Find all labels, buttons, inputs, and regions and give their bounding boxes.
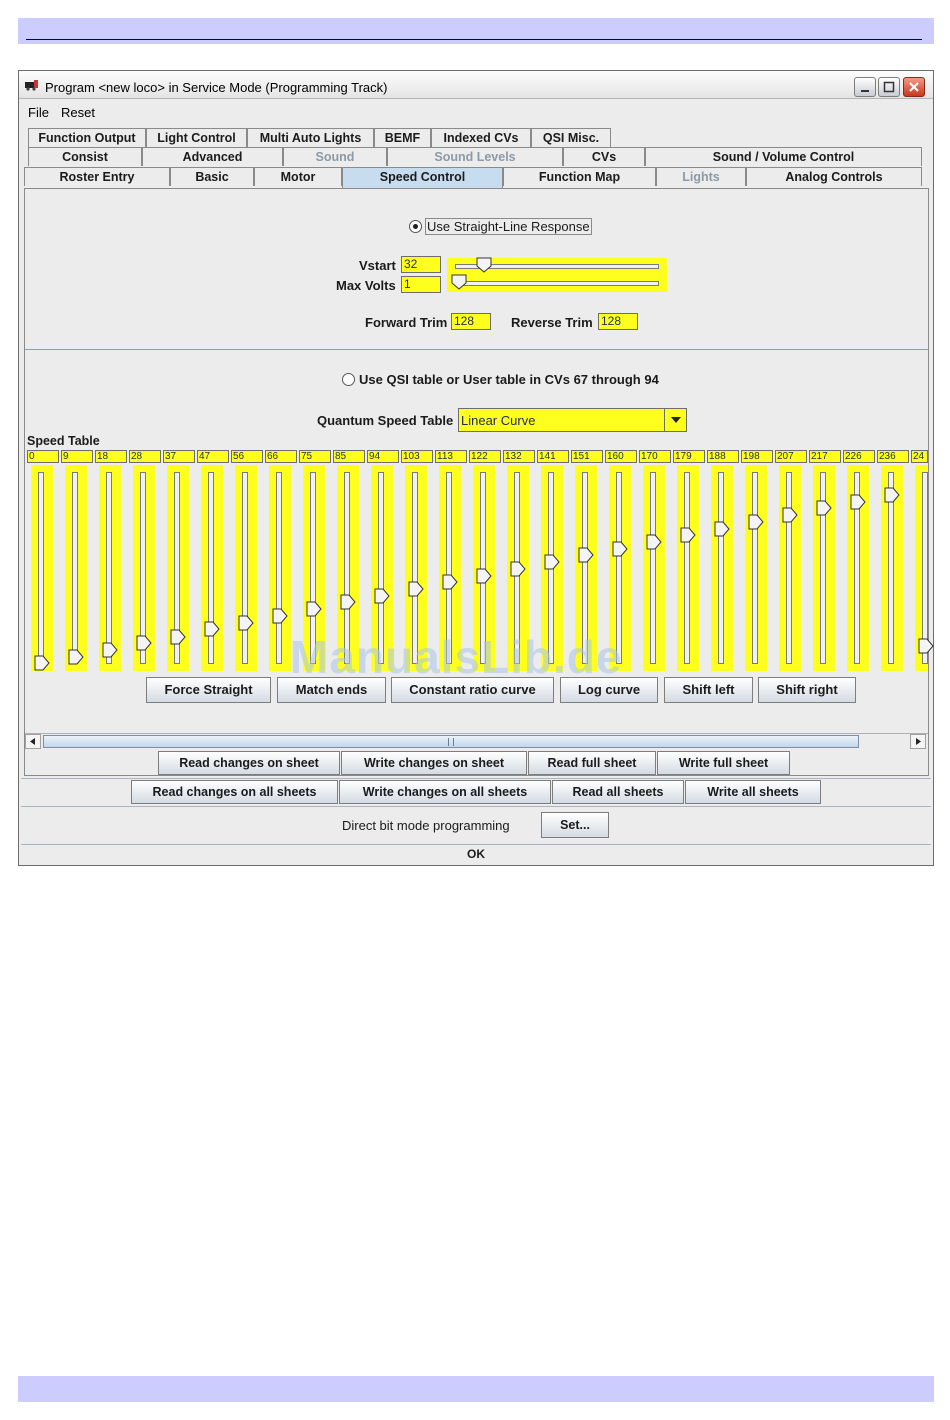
separator xyxy=(21,806,931,807)
tab-function-output[interactable]: Function Output xyxy=(28,128,146,147)
speed-step-slider-track[interactable] xyxy=(276,472,282,664)
write-all-sheets-button[interactable]: Write all sheets xyxy=(685,780,821,804)
reverse-trim-label: Reverse Trim xyxy=(511,315,593,330)
speed-step-slider-thumb[interactable] xyxy=(612,541,628,557)
speed-step-value[interactable]: 160 xyxy=(605,450,637,463)
max-volts-label: Max Volts xyxy=(336,278,396,293)
speed-control-panel xyxy=(24,188,929,776)
speed-step-slider-thumb[interactable] xyxy=(918,638,934,654)
tab-multi-auto-lights[interactable]: Multi Auto Lights xyxy=(247,128,374,147)
forward-trim-field[interactable]: 128 xyxy=(451,313,491,330)
speed-step-slider-thumb[interactable] xyxy=(850,494,866,510)
speed-step-value[interactable]: 122 xyxy=(469,450,501,463)
speed-step-value[interactable]: 18 xyxy=(95,450,127,463)
read-changes-on-sheet-button[interactable]: Read changes on sheet xyxy=(158,751,340,775)
tab-indexed-cvs[interactable]: Indexed CVs xyxy=(431,128,531,147)
speed-step-value[interactable]: 85 xyxy=(333,450,365,463)
close-icon xyxy=(908,81,920,93)
speed-step-slider-thumb[interactable] xyxy=(510,561,526,577)
straight-line-radio[interactable] xyxy=(409,220,422,233)
menu-file[interactable]: File xyxy=(28,105,49,120)
qsi-table-label[interactable]: Use QSI table or User table in CVs 67 through 94 xyxy=(359,372,659,387)
shift-right-button[interactable]: Shift right xyxy=(758,677,856,703)
speed-step-slider-track[interactable] xyxy=(684,472,690,664)
tab-sound: Sound xyxy=(283,147,387,166)
speed-step-value[interactable]: 113 xyxy=(435,450,467,463)
write-changes-on-sheet-button[interactable]: Write changes on sheet xyxy=(341,751,527,775)
read-full-sheet-button[interactable]: Read full sheet xyxy=(528,751,656,775)
tab-basic[interactable]: Basic xyxy=(170,167,254,186)
tab-sound-levels: Sound Levels xyxy=(387,147,563,166)
speed-step-value[interactable]: 188 xyxy=(707,450,739,463)
separator xyxy=(21,844,931,845)
tab-lights: Lights xyxy=(656,167,746,186)
tab-function-map[interactable]: Function Map xyxy=(503,167,656,186)
vstart-label: Vstart xyxy=(359,258,396,273)
qsi-table-radio[interactable] xyxy=(342,373,355,386)
speed-step-slider-thumb[interactable] xyxy=(578,547,594,563)
reverse-trim-field[interactable]: 128 xyxy=(598,313,638,330)
page-footer-band xyxy=(18,1376,934,1402)
speed-step-slider-thumb[interactable] xyxy=(238,615,254,631)
quantum-speed-table-value: Linear Curve xyxy=(461,413,536,428)
speed-step-slider-track[interactable] xyxy=(650,472,656,664)
max-volts-field[interactable]: 1 xyxy=(401,276,441,293)
tab-advanced[interactable]: Advanced xyxy=(142,147,283,166)
speed-step-slider-track[interactable] xyxy=(786,472,792,664)
read-changes-on-all-sheets-button[interactable]: Read changes on all sheets xyxy=(131,780,338,804)
maximize-icon xyxy=(883,81,895,93)
speed-step-value[interactable]: 9 xyxy=(61,450,93,463)
vstart-field[interactable]: 32 xyxy=(401,256,441,273)
speed-step-slider-track[interactable] xyxy=(242,472,248,664)
match-ends-button[interactable]: Match ends xyxy=(277,677,386,703)
speed-step-slider-thumb[interactable] xyxy=(34,655,50,671)
speed-step-value[interactable]: 179 xyxy=(673,450,705,463)
speed-step-value[interactable]: 198 xyxy=(741,450,773,463)
locomotive-icon xyxy=(25,80,39,91)
scroll-right-button[interactable] xyxy=(910,734,926,749)
speed-step-value[interactable]: 56 xyxy=(231,450,263,463)
scrollbar-thumb[interactable] xyxy=(43,735,859,748)
speed-step-slider-thumb[interactable] xyxy=(408,581,424,597)
log-curve-button[interactable]: Log curve xyxy=(560,677,658,703)
speed-step-slider-thumb[interactable] xyxy=(544,554,560,570)
speed-step-slider-track[interactable] xyxy=(38,472,44,664)
scroll-left-button[interactable] xyxy=(25,734,41,749)
tab-light-control[interactable]: Light Control xyxy=(146,128,247,147)
tab-analog-controls[interactable]: Analog Controls xyxy=(746,167,922,186)
speed-step-value[interactable]: 207 xyxy=(775,450,807,463)
speed-step-value[interactable]: 28 xyxy=(129,450,161,463)
speed-step-slider-thumb[interactable] xyxy=(782,507,798,523)
speed-step-slider-thumb[interactable] xyxy=(714,521,730,537)
speed-step-slider-track[interactable] xyxy=(718,472,724,664)
minimize-button[interactable] xyxy=(854,77,876,97)
speed-step-value[interactable]: 141 xyxy=(537,450,569,463)
quantum-speed-table-select[interactable] xyxy=(458,408,687,432)
header-rule xyxy=(26,39,922,40)
speed-step-value[interactable]: 217 xyxy=(809,450,841,463)
page-header-band xyxy=(18,18,934,44)
max-volts-slider-track[interactable] xyxy=(455,281,659,286)
speed-step-slider-thumb[interactable] xyxy=(476,568,492,584)
speed-step-value[interactable]: 226 xyxy=(843,450,875,463)
speed-step-slider-thumb[interactable] xyxy=(340,594,356,610)
speed-step-value[interactable]: 0 xyxy=(27,450,59,463)
chevron-right-icon xyxy=(911,735,925,748)
speed-step-slider-thumb[interactable] xyxy=(272,608,288,624)
horizontal-scrollbar[interactable] xyxy=(25,733,928,749)
straight-line-label[interactable]: Use Straight-Line Response xyxy=(427,219,590,234)
shift-left-button[interactable]: Shift left xyxy=(664,677,753,703)
speed-step-slider-thumb[interactable] xyxy=(442,574,458,590)
tab-sound-volume-control[interactable]: Sound / Volume Control xyxy=(645,147,922,166)
direct-bit-mode-label: Direct bit mode programming xyxy=(342,818,510,833)
set-button[interactable]: Set... xyxy=(541,812,609,838)
separator xyxy=(21,778,931,779)
speed-step-slider-thumb[interactable] xyxy=(816,500,832,516)
speed-step-slider-thumb[interactable] xyxy=(136,635,152,651)
tab-speed-control[interactable]: Speed Control xyxy=(342,167,503,188)
speed-step-slider-track[interactable] xyxy=(106,472,112,664)
max-volts-slider-thumb[interactable] xyxy=(451,274,467,290)
maximize-button[interactable] xyxy=(878,77,900,97)
speed-step-slider-track[interactable] xyxy=(752,472,758,664)
speed-step-value[interactable]: 151 xyxy=(571,450,603,463)
tab-cvs[interactable]: CVs xyxy=(563,147,645,166)
speed-step-value[interactable]: 103 xyxy=(401,450,433,463)
speed-step-value[interactable]: 66 xyxy=(265,450,297,463)
tab-motor[interactable]: Motor xyxy=(254,167,342,186)
speed-step-slider-thumb[interactable] xyxy=(680,527,696,543)
speed-step-slider-thumb[interactable] xyxy=(204,621,220,637)
speed-step-slider-thumb[interactable] xyxy=(646,534,662,550)
menu-bar xyxy=(19,101,933,123)
speed-table-label: Speed Table xyxy=(27,434,100,448)
force-straight-button[interactable]: Force Straight xyxy=(146,677,271,703)
status-text: OK xyxy=(467,847,485,861)
write-changes-on-all-sheets-button[interactable]: Write changes on all sheets xyxy=(339,780,551,804)
speed-step-value[interactable]: 75 xyxy=(299,450,331,463)
speed-step-value[interactable]: 47 xyxy=(197,450,229,463)
vstart-slider-thumb[interactable] xyxy=(476,257,492,273)
quantum-speed-table-label: Quantum Speed Table xyxy=(317,413,454,428)
speed-step-value[interactable]: 24 xyxy=(911,450,928,463)
tab-roster-entry[interactable]: Roster Entry xyxy=(24,167,170,186)
dropdown-arrow[interactable] xyxy=(664,409,686,431)
scrollbar-grip xyxy=(448,738,454,746)
menu-reset[interactable]: Reset xyxy=(61,105,95,120)
speed-step-value[interactable]: 94 xyxy=(367,450,399,463)
constant-ratio-curve-button[interactable]: Constant ratio curve xyxy=(391,677,554,703)
speed-step-slider-thumb[interactable] xyxy=(748,514,764,530)
speed-step-value[interactable]: 170 xyxy=(639,450,671,463)
tab-qsi-misc[interactable]: QSI Misc. xyxy=(531,128,611,147)
speed-step-slider-thumb[interactable] xyxy=(306,601,322,617)
minimize-icon xyxy=(859,81,871,93)
speed-step-slider-thumb[interactable] xyxy=(68,649,84,665)
forward-trim-label: Forward Trim xyxy=(365,315,448,330)
speed-step-slider-thumb[interactable] xyxy=(170,629,186,645)
read-all-sheets-button[interactable]: Read all sheets xyxy=(552,780,684,804)
speed-step-slider-track[interactable] xyxy=(72,472,78,664)
programmer-window xyxy=(18,70,934,866)
chevron-left-icon xyxy=(26,735,40,748)
speed-step-slider-thumb[interactable] xyxy=(102,642,118,658)
tab-bemf[interactable]: BEMF xyxy=(374,128,431,147)
speed-step-slider-thumb[interactable] xyxy=(374,588,390,604)
write-full-sheet-button[interactable]: Write full sheet xyxy=(657,751,790,775)
chevron-down-icon xyxy=(665,409,687,431)
speed-step-value[interactable]: 37 xyxy=(163,450,195,463)
section-divider xyxy=(25,349,928,350)
window-title: Program <new loco> in Service Mode (Programming Track) xyxy=(45,80,388,95)
close-button[interactable] xyxy=(903,77,925,97)
speed-step-value[interactable]: 236 xyxy=(877,450,909,463)
speed-step-slider-track[interactable] xyxy=(922,472,928,664)
speed-step-value[interactable]: 132 xyxy=(503,450,535,463)
title-bar[interactable] xyxy=(19,71,933,99)
tab-consist[interactable]: Consist xyxy=(28,147,142,166)
watermark: ManualsLib.de xyxy=(290,631,623,683)
speed-step-slider-thumb[interactable] xyxy=(884,487,900,503)
